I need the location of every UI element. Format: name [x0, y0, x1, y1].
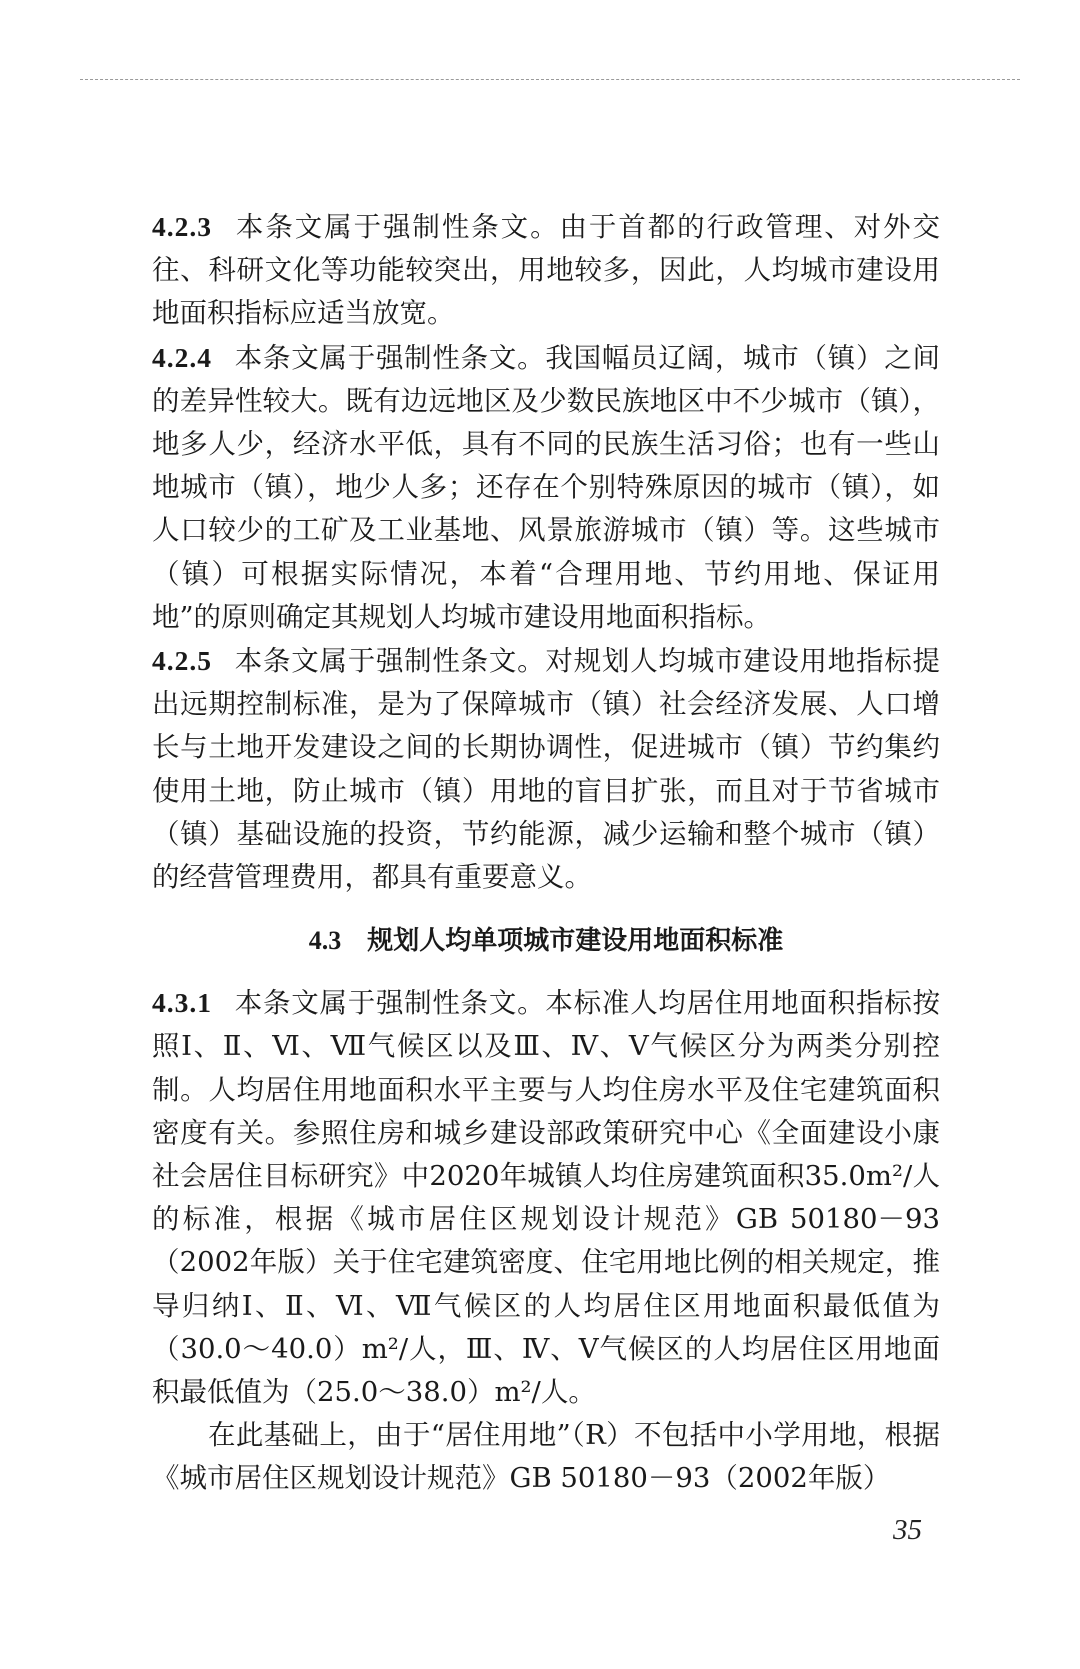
page-number: 35	[893, 1514, 922, 1546]
clause-4-2-5	[152, 639, 940, 899]
clause-4-3-1	[152, 981, 940, 1414]
clause-number: 4.2.4	[152, 341, 212, 373]
clause-text: 本条文属于强制性条文。对规划人均城市建设用地指标提出远期控制标准，是为了保障城市（镇）社会经济发展、人口增长与土地开发建设之间的长期协调性，促进城市（镇）节约集约使用土地，防止城市（镇）用地的盲目扩张，而且对于节省城市（镇）基础设施的投资，节约能源，减少运输和整个城市（镇）的经营管理费用，都具有重要意义。	[152, 645, 940, 894]
clause-number: 4.3.1	[152, 987, 212, 1019]
clause-text: 本条文属于强制性条文。我国幅员辽阔，城市（镇）之间的差异性较大。既有边远地区及少数民族地区中不少城市（镇），地多人少，经济水平低，具有不同的民族生活习俗；也有一些山地城市（镇），地少人多；还存在个别特殊原因的城市（镇），如人口较少的工矿及工业基地、风景旅游城市（镇）等。这些城市（镇）可根据实际情况，本着“合理用地、节约用地、保证用地”的原则确定其规划人均城市建设用地面积指标。	[152, 341, 940, 633]
section-number: 4.3	[308, 926, 342, 956]
clause-number: 4.2.3	[152, 211, 212, 242]
header-rule	[80, 79, 1020, 80]
clause-text: 本条文属于强制性条文。本标准人均居住用地面积指标按照Ⅰ、Ⅱ、Ⅵ、Ⅶ气候区以及Ⅲ、Ⅳ、Ⅴ气候区分为两类分别控制。人均居住用地面积水平主要与人均住房水平及住宅建筑面积密度有关。参照住房和城乡建设部政策研究中心《全面建设小康社会居住目标研究》中2020年城镇人均住房建筑面积35.0m²/人的标准，根据《城市居住区规划设计规范》GB 50180－93（2002年版）关于住宅建筑密度、住宅用地比例的相关规定，推导归纳Ⅰ、Ⅱ、Ⅵ、Ⅶ气候区的人均居住区用地面积最低值为（30.0～40.0）m²/人，Ⅲ、Ⅳ、Ⅴ气候区的人均居住区用地面积最低值为（25.0～38.0）m²/人。	[152, 987, 940, 1409]
continuation-paragraph: 在此基础上，由于“居住用地”（R）不包括中小学用地，根据《城市居住区规划设计规范》GB 50180－93（2002年版）	[152, 1419, 940, 1495]
clause-text: 本条文属于强制性条文。由于首都的行政管理、对外交往、科研文化等功能较突出，用地较多，因此，人均城市建设用地面积指标应适当放宽。	[152, 211, 940, 330]
section-heading-4-3	[152, 923, 940, 959]
clause-4-2-4	[152, 336, 940, 639]
page-body	[152, 205, 940, 1501]
clause-4-2-3	[152, 205, 940, 336]
section-title: 规划人均单项城市建设用地面积标准	[367, 926, 784, 957]
clause-number: 4.2.5	[152, 645, 212, 677]
